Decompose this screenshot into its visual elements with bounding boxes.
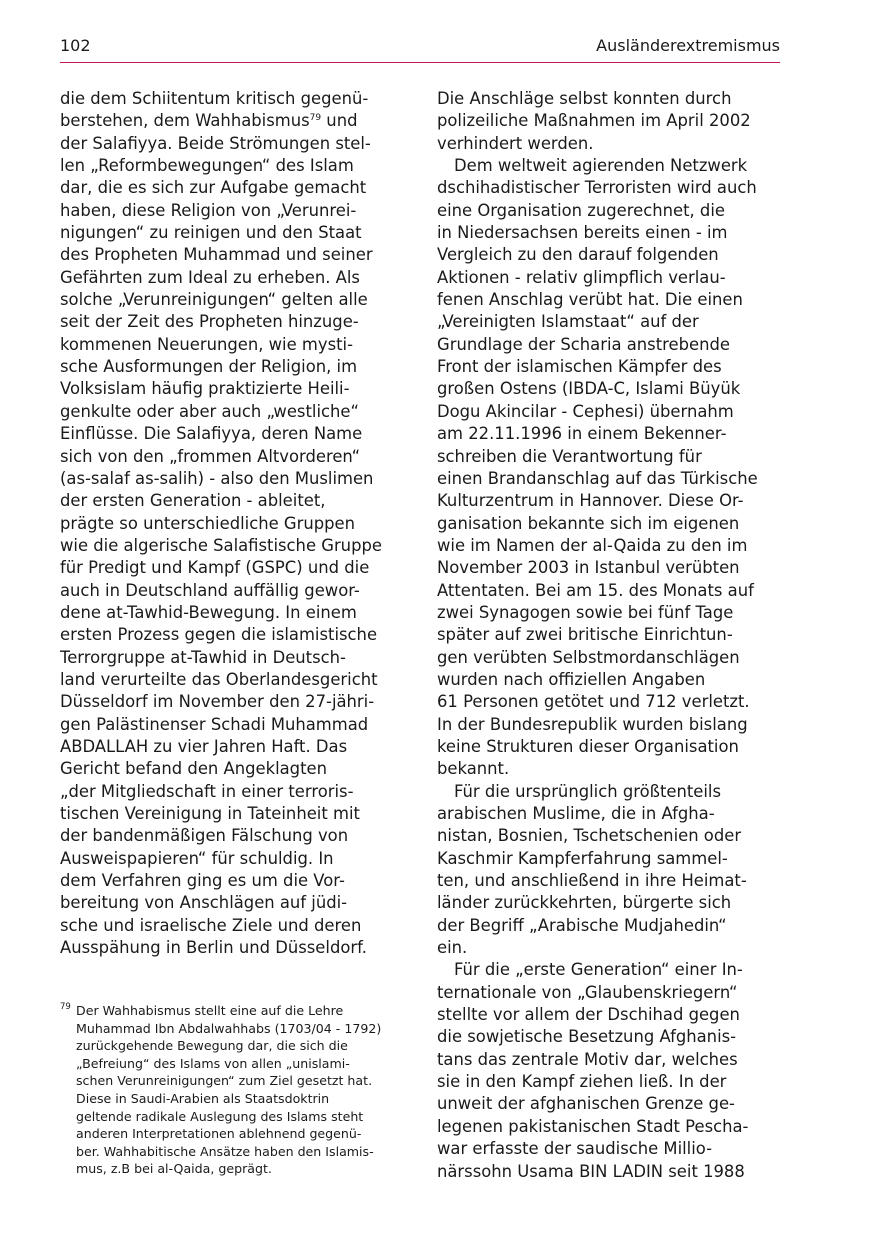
text-line: auch in Deutschland auffällig gewor-	[60, 580, 360, 600]
text-line: närssohn Usama BIN LADIN seit 1988	[437, 1161, 745, 1181]
text-line: sche Ausformungen der Religion, im	[60, 357, 358, 377]
text-line: sich von den „frommen Altvorderen“	[60, 446, 361, 466]
footnote-number: 79	[60, 1002, 71, 1012]
text-line: war erfasste der saudische Millio-	[437, 1139, 713, 1159]
text-line: wurden nach offiziellen Angaben	[437, 669, 706, 689]
text-line: Gericht befand den Angeklagten	[60, 759, 327, 779]
text-line: ber. Wahhabitische Ansätze haben den Islamis-	[76, 1143, 374, 1159]
left-text-column	[60, 88, 400, 959]
text-line: der Begriff „Arabische Mudjahedin“	[437, 915, 727, 935]
running-header	[60, 36, 780, 58]
text-line: legenen pakistanischen Stadt Pescha-	[437, 1116, 749, 1136]
text-line: in Niedersachsen bereits einen - im	[437, 223, 728, 243]
text-line: ten, und anschließend in ihre Heimat-	[437, 871, 747, 891]
text-line: ersten Prozess gegen die islamistische	[60, 625, 378, 645]
text-line: polizeiliche Maßnahmen im April 2002	[437, 111, 751, 131]
text-line: sche und israelische Ziele und deren	[60, 915, 362, 935]
text-line: nistan, Bosnien, Tschetschenien oder	[437, 826, 742, 846]
text-line: Die Anschläge selbst konnten durch	[437, 89, 732, 108]
text-line: Ausweispapieren“ für schuldig. In	[60, 848, 334, 868]
text-line: geltende radikale Auslegung des Islams steht	[76, 1108, 364, 1124]
text-line: prägte so unterschiedliche Gruppen	[60, 513, 356, 533]
text-line: November 2003 in Istanbul verübten	[437, 558, 740, 578]
text-line: länder zurückkehrten, bürgerte sich	[437, 893, 732, 913]
text-line: Der Wahhabismus stellt eine auf die Lehre	[76, 1003, 344, 1018]
text-line: keine Strukturen dieser Organisation	[437, 736, 739, 756]
text-line: dene at-Tawhid-Bewegung. In einem	[60, 602, 357, 622]
running-title: Ausländerextremismus	[596, 36, 780, 55]
text-line: anderen Interpretationen ablehnend gegenü-	[76, 1126, 362, 1142]
text-line: gen verübten Selbstmordanschlägen	[437, 647, 740, 667]
text-line: Kulturzentrum in Hannover. Diese Or-	[437, 491, 744, 511]
text-line: einen Brandanschlag auf das Türkische	[437, 468, 758, 488]
text-line: Front der islamischen Kämpfer des	[437, 357, 722, 377]
text-line: „Vereinigten Islamstaat“ auf der	[437, 312, 699, 332]
text-line: sie in den Kampf ziehen ließ. In der	[437, 1072, 727, 1092]
text-line: Düsseldorf im November den 27-jähri-	[60, 692, 375, 712]
text-line: schreiben die Verantwortung für	[437, 446, 702, 466]
text-line: des Propheten Muhammad und seiner	[60, 245, 373, 265]
text-line: Einflüsse. Die Salafiyya, deren Name	[60, 424, 363, 444]
text-line: wie die algerische Salafistische Gruppe	[60, 535, 382, 555]
text-line: genkulte oder aber auch „westliche“	[60, 401, 359, 421]
text-line: am 22.11.1996 in einem Bekenner-	[437, 424, 727, 444]
text-line: Dogu Akincilar - Cephesi) übernahm	[437, 401, 734, 421]
text-line: Aktionen - relativ glimpflich verlau-	[437, 267, 726, 287]
text-line: Volksislam häufig praktizierte Heili-	[60, 379, 350, 399]
text-line: arabischen Muslime, die in Afgha-	[437, 804, 715, 823]
text-line: len „Reformbewegungen“ des Islam	[60, 156, 354, 176]
text-line: In der Bundesrepublik wurden bislang	[437, 714, 748, 734]
text-line: haben, diese Religion von „Verunrei-	[60, 200, 357, 220]
text-line: 61 Personen getötet und 712 verletzt.	[437, 692, 750, 712]
text-line: dar, die es sich zur Aufgabe gemacht	[60, 178, 367, 198]
text-line: großen Ostens (IBDA-C, Islami Büyük	[437, 379, 741, 399]
text-line: stellte vor allem der Dschihad gegen	[437, 1005, 740, 1025]
text-line: tans das zentrale Motiv dar, welches	[437, 1049, 738, 1069]
text-line: Grundlage der Scharia anstrebende	[437, 334, 730, 354]
text-line: schen Verunreinigungen“ zum Ziel gesetzt hat.	[76, 1073, 373, 1089]
text-line: dschihadistischer Terroristen wird auch	[437, 178, 757, 198]
text-line: der bandenmäßigen Fälschung von	[60, 826, 349, 846]
text-line: zurückgehende Bewegung dar, die sich die	[76, 1038, 348, 1054]
text-line: Für die „erste Generation“ einer In-	[454, 960, 743, 980]
text-line: Vergleich zu den darauf folgenden	[437, 245, 719, 265]
header-rule	[60, 62, 780, 63]
text-line: dem Verfahren ging es um die Vor-	[60, 871, 345, 891]
text-line: ganisation bekannte sich im eigenen	[437, 513, 740, 533]
text-line: später auf zwei britische Einrichtun-	[437, 625, 733, 645]
text-line: land verurteilte das Oberlandesgericht	[60, 669, 378, 689]
text-line: kommenen Neuerungen, wie mysti-	[60, 334, 354, 354]
text-line: ein.	[437, 938, 468, 958]
text-line: zwei Synagogen sowie bei fünf Tage	[437, 602, 734, 622]
text-line: bekannt.	[437, 759, 510, 779]
text-line: für Predigt und Kampf (GSPC) und die	[60, 558, 370, 578]
text-line: die sowjetische Besetzung Afghanis-	[437, 1027, 737, 1047]
footnote-reference[interactable]: 79	[309, 113, 322, 124]
text-line: gen Palästinenser Schadi Muhammad	[60, 714, 369, 734]
text-line: mus, z.B bei al-Qaida, geprägt.	[76, 1161, 272, 1177]
text-line: ternationale von „Glaubenskriegern“	[437, 982, 738, 1002]
text-line-tail: und	[321, 111, 358, 131]
text-line: Dem weltweit agierenden Netzwerk	[454, 156, 748, 176]
text-line: bereitung von Anschlägen auf jüdi-	[60, 893, 348, 913]
text-line: solche „Verunreinigungen“ gelten alle	[60, 290, 368, 310]
footnote-text	[76, 1002, 406, 1178]
text-line: ABDALLAH zu vier Jahren Haft. Das	[60, 736, 348, 756]
right-text-column	[437, 88, 780, 1183]
text-line: Diese in Saudi-Arabien als Staatsdoktrin	[76, 1090, 330, 1106]
text-line: „Befreiung“ des Islams von allen „unislami-	[76, 1055, 350, 1071]
text-line: „der Mitgliedschaft in einer terroris-	[60, 781, 354, 801]
text-line: unweit der afghanischen Grenze ge-	[437, 1094, 735, 1114]
text-line: berstehen, dem Wahhabismus$^{79}$ und	[60, 111, 358, 131]
text-line: fenen Anschlag verübt hat. Die einen	[437, 290, 743, 310]
text-line: der Salafiyya. Beide Strömungen stel-	[60, 133, 371, 153]
text-line: (as-salaf as-salih) - also den Muslimen	[60, 468, 374, 488]
text-line: verhindert werden.	[437, 133, 594, 153]
text-line: Muhammad Ibn Abdalwahhabs (1703/04 - 1792)	[76, 1020, 382, 1036]
text-line: Kaschmir Kampferfahrung sammel-	[437, 848, 728, 868]
text-line: eine Organisation zugerechnet, die	[437, 200, 725, 220]
text-line: wie im Namen der al-Qaida zu den im	[437, 535, 748, 555]
text-line: der ersten Generation - ableitet,	[60, 491, 326, 511]
text-line: seit der Zeit des Propheten hinzuge-	[60, 312, 359, 332]
text-line: Gefährten zum Ideal zu erheben. Als	[60, 267, 360, 287]
text-line: tischen Vereinigung in Tateinheit mit	[60, 804, 360, 823]
page-number: 102	[60, 36, 91, 55]
text-line: Ausspähung in Berlin und Düsseldorf.	[60, 938, 367, 958]
text-line: Attentaten. Bei am 15. des Monats auf	[437, 580, 754, 600]
text-line: Für die ursprünglich größtenteils	[454, 781, 722, 801]
text-line: die dem Schiitentum kritisch gegenü-	[60, 89, 369, 108]
text-line: nigungen“ zu reinigen und den Staat	[60, 223, 362, 243]
text-line: Terrorgruppe at-Tawhid in Deutsch-	[60, 647, 346, 667]
